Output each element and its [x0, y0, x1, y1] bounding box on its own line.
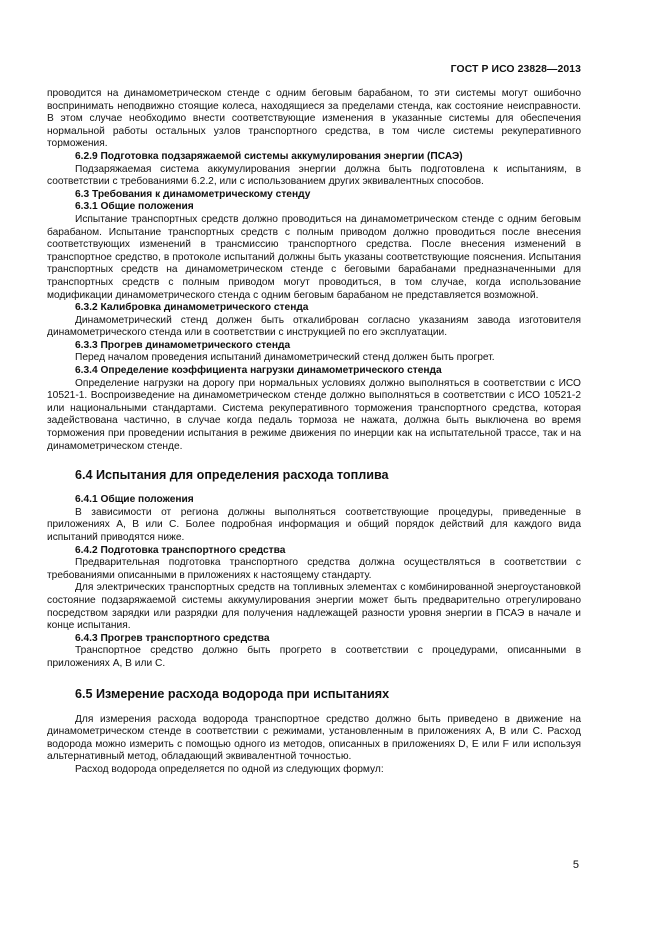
heading-6-3: 6.3 Требования к динамометрическому стенду	[75, 188, 311, 200]
section-heading-6-4: 6.4 Испытания для определения расхода топлива	[75, 468, 389, 483]
paragraph-6-3-3: Перед началом проведения испытаний динамометрический стенд должен быть прогрет.	[75, 352, 495, 364]
heading-6-3-3: 6.3.3 Прогрев динамометрического стенда	[75, 339, 291, 351]
document-code: ГОСТ Р ИСО 23828—2013	[450, 64, 581, 75]
paragraph-6-4-1: В зависимости от региона должны выполняться соответствующие процедуры, приведенные в приложениях А, В или С. Более подробная информация и общий порядок действий для каждого вида испытаний приводятся ниже.	[47, 506, 581, 543]
heading-6-3-1: 6.3.1 Общие положения	[75, 201, 194, 213]
heading-6-2-9: 6.2.9 Подготовка подзаряжаемой системы аккумулирования энергии (ПСАЭ)	[75, 150, 463, 162]
paragraph-6-4-2a: Предварительная подготовка транспортного средства должна осуществляться в соответствии с требованиями описанными в приложениях к настоящему стандарту.	[47, 557, 581, 581]
paragraph-6-3-1: Испытание транспортных средств должно проводиться на динамометрическом стенде с одним беговым барабаном. Испытание транспортных средств с полным приводом должно проводиться после внесения соответствующих изменений в трансмиссию транспортного средства. После внесения изменений в транспортное средство, в протоколе испытаний должны быть указаны соответствующие пояснения. Испытания транспортных средств на динамометрическом стенде с беговыми барабанами предназначенными для транспортных средств с полным приводом могут проводиться, в том случае, когда использование модификации динамометрического стенда с одним беговым барабаном не представляется возможной.	[47, 213, 581, 301]
heading-6-3-4: 6.3.4 Определение коэффициента нагрузки динамометрического стенда	[75, 365, 442, 377]
heading-6-4-3: 6.4.3 Прогрев транспортного средства	[75, 632, 270, 644]
heading-6-3-2: 6.3.2 Калибровка динамометрического стенда	[75, 302, 309, 314]
heading-6-4-2: 6.4.2 Подготовка транспортного средства	[75, 544, 286, 556]
paragraph-continuation: проводится на динамометрическом стенде с одним беговым барабаном, то эти системы могут ошибочно воспринимать неподвижно стоящие колеса, находящиеся за пределами стенда, как состояние неисправности. В этом случае необходимо внести соответствующие изменения в указанные системы для обеспечения нормальной работы остальных узлов транспортного средства, в том числе системы рекуперативного торможения.	[47, 88, 581, 150]
paragraph-6-5b: Расход водорода определяется по одной из следующих формул:	[75, 763, 384, 775]
paragraph-6-3-4: Определение нагрузки на дорогу при нормальных условиях должно выполняться в соответствии с ИСО 10521-1. Воспроизведение на динамометрическом стенде должно выполняться в соответствии с ИСО 10521-2 или национальными стандартами. Система рекуперативного торможения транспортного средства, которая задействована частично, в случае когда педаль тормоза не нажата, должна быть выключена во время торможения при проведении испытания в режиме движения по инерции как на испытательной трассе, так и на динамометрическом стенде.	[47, 377, 581, 452]
document-body	[47, 88, 581, 777]
section-heading-6-5: 6.5 Измерение расхода водорода при испытаниях	[75, 686, 390, 701]
heading-6-4-1: 6.4.1 Общие положения	[75, 494, 194, 506]
paragraph-6-5a: Для измерения расхода водорода транспортное средство должно быть приведено в движение на динамометрическом стенде в соответствии с режимами, установленным в приложениях А, В или С. Расход водорода можно измерить с помощью одного из методов, описанных в приложениях D, Е или F или используя альтернативный метод, обладающий эквивалентной точностью.	[47, 713, 581, 763]
page-number: 5	[572, 859, 579, 871]
paragraph-6-4-2b: Для электрических транспортных средств на топливных элементах с комбинированной энергоустановкой состояние подзаряжаемой системы аккумулирования энергии может быть предварительно отрегулировано посредством зарядки или разрядки для получения надлежащей разности уровня энергии в ПСАЭ в начале и конце испытания.	[47, 582, 581, 632]
paragraph-6-4-3: Транспортное средство должно быть прогрето в соответствии с процедурами, описанными в приложениях А, В или С.	[47, 645, 581, 669]
paragraph-6-2-9: Подзаряжаемая система аккумулирования энергии должна быть подготовлена к испытаниям, в соответствии с требованиями 6.2.2, или с использованием других эквивалентных способов.	[47, 163, 581, 188]
paragraph-6-3-2: Динамометрический стенд должен быть откалиброван согласно указаниям завода изготовителя динамометрического стенда или в соответствии с инструкцией по его эксплуатации.	[47, 314, 581, 339]
